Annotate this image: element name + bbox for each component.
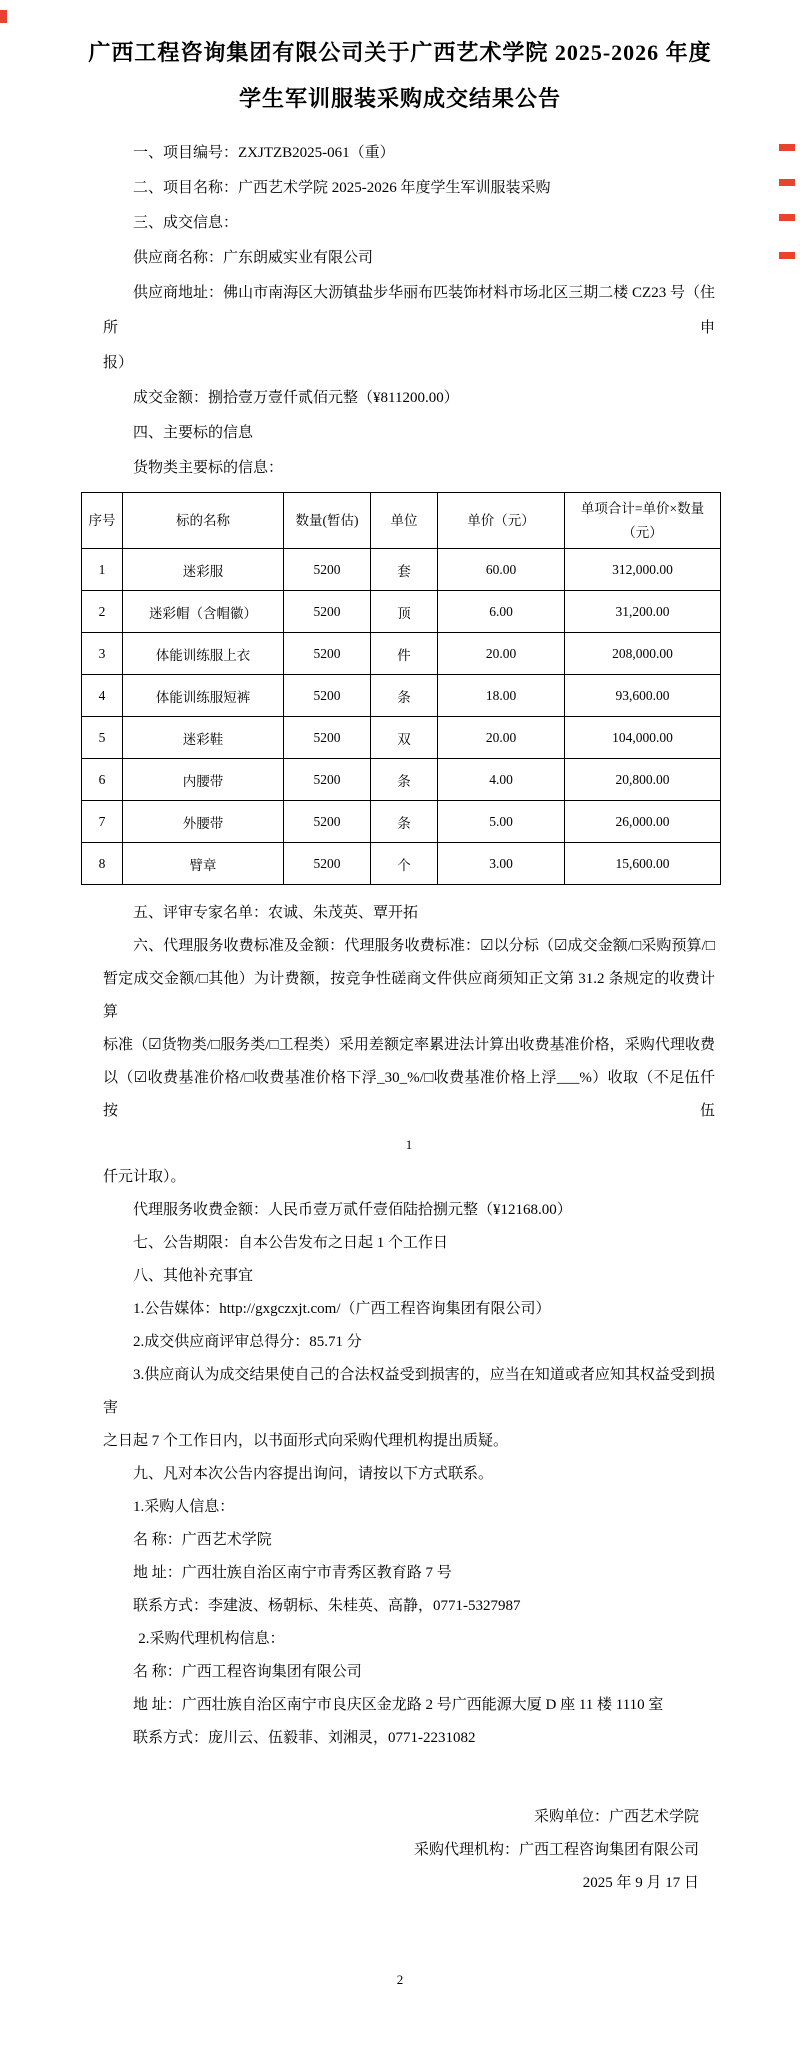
table-cell: 条 (371, 675, 438, 717)
table-row (82, 759, 721, 801)
line-media: 1.公告媒体：http://gxgczxjt.com/（广西工程咨询集团有限公司） (133, 1301, 551, 1317)
line-supplier-address: 供应商地址：佛山市南海区大沥镇盐步华丽布匹装饰材料市场北区三期二楼 CZ23 号（住所申 (103, 285, 715, 336)
table-cell: 20,800.00 (565, 759, 721, 801)
col-header-item-name: 标的名称 (123, 493, 284, 549)
table-cell: 件 (371, 633, 438, 675)
table-cell: 20.00 (438, 633, 565, 675)
line-supplier-name: 供应商名称：广东朗威实业有限公司 (133, 250, 374, 266)
document-body (88, 136, 715, 1900)
line-review-score: 2.成交供应商评审总得分：85.71 分 (133, 1334, 362, 1350)
col-header-unit-price: 单价（元） (438, 493, 565, 549)
revision-mark-icon (779, 179, 795, 186)
table-cell: 208,000.00 (565, 633, 721, 675)
line-goods-info-label: 货物类主要标的信息： (133, 460, 284, 476)
line-agency-fee-3: 标准（☑货物类/□服务类/□工程类）采用差额定率累进法计算出收费基准价格，采购代理收费 (103, 1037, 715, 1053)
table-cell: 3.00 (438, 843, 565, 885)
table-cell: 26,000.00 (565, 801, 721, 843)
col-header-index: 序号 (82, 493, 123, 549)
table-cell: 5200 (284, 591, 371, 633)
line-project-name: 二、项目名称：广西艺术学院 2025-2026 年度学生军训服装采购 (133, 180, 551, 196)
line-deal-amount: 成交金额：捌拾壹万壹仟贰佰元整（¥811200.00） (133, 390, 459, 406)
table-cell: 31,200.00 (565, 591, 721, 633)
table-cell: 条 (371, 801, 438, 843)
table-cell: 8 (82, 843, 123, 885)
table-row (82, 843, 721, 885)
goods-table (81, 492, 721, 885)
table-cell: 60.00 (438, 549, 565, 591)
table-cell: 顶 (371, 591, 438, 633)
section-deal-info (103, 136, 715, 486)
table-cell: 2 (82, 591, 123, 633)
table-cell: 6 (82, 759, 123, 801)
table-cell: 5200 (284, 801, 371, 843)
line-agency-address: 地 址：广西壮族自治区南宁市良庆区金龙路 2 号广西能源大厦 D 座 11 楼 1110 室 (133, 1697, 664, 1713)
table-cell: 内腰带 (123, 759, 284, 801)
table-cell: 臂章 (123, 843, 284, 885)
table-header-row (82, 493, 721, 549)
revision-mark-icon (779, 252, 795, 259)
table-cell: 5200 (284, 633, 371, 675)
table-row (82, 717, 721, 759)
table-cell: 迷彩鞋 (123, 717, 284, 759)
revision-mark-icon (0, 10, 7, 23)
line-agency-fee-amount: 代理服务收费金额：人民币壹万贰仟壹佰陆拾捌元整（¥12168.00） (133, 1202, 572, 1218)
signature-agency: 采购代理机构：广西工程咨询集团有限公司 (413, 1842, 699, 1858)
table-cell: 93,600.00 (565, 675, 721, 717)
goods-table-container (81, 492, 715, 885)
table-row (82, 801, 721, 843)
line-announcement-period: 七、公告期限：自本公告发布之日起 1 个工作日 (133, 1235, 449, 1251)
table-cell: 18.00 (438, 675, 565, 717)
signature-purchaser: 采购单位：广西艺术学院 (533, 1809, 699, 1825)
line-purchaser-address: 地 址：广西壮族自治区南宁市青秀区教育路 7 号 (133, 1565, 452, 1581)
line-experts: 五、评审专家名单：农诚、朱茂英、覃开拓 (133, 905, 419, 921)
table-cell: 5200 (284, 843, 371, 885)
line-objection-2: 之日起 7 个工作日内，以书面形式向采购代理机构提出质疑。 (103, 1433, 509, 1449)
line-agency-name: 名 称：广西工程咨询集团有限公司 (133, 1664, 362, 1680)
goods-table-body (82, 549, 721, 885)
line-purchaser-contact: 联系方式：李建波、杨朝标、朱桂英、高静，0771-5327987 (133, 1598, 521, 1614)
table-cell: 5200 (284, 675, 371, 717)
table-cell: 104,000.00 (565, 717, 721, 759)
table-cell: 15,600.00 (565, 843, 721, 885)
line-agency-fee-5: 仟元计取）。 (103, 1169, 186, 1185)
col-header-quantity: 数量(暂估) (284, 493, 371, 549)
line-agency-fee-1: 六、代理服务收费标准及金额：代理服务收费标准：☑以分标（☑成交金额/□采购预算/□ (133, 938, 715, 954)
table-cell: 1 (82, 549, 123, 591)
bottom-page-number: 2 (396, 1972, 404, 1987)
section-fees-and-contacts (103, 897, 715, 1755)
line-purchaser-name: 名 称：广西艺术学院 (133, 1532, 272, 1548)
line-agency-fee-2: 暂定成交金额/□其他）为计费额，按竞争性磋商文件供应商须知正文第 31.2 条规定的收费计算 (103, 971, 715, 1020)
document-title-line2: 学生军训服装采购成交结果公告 (238, 86, 561, 111)
line-other-matters: 八、其他补充事宜 (133, 1268, 254, 1284)
table-cell: 5200 (284, 759, 371, 801)
col-header-unit: 单位 (371, 493, 438, 549)
table-cell: 个 (371, 843, 438, 885)
line-supplier-address-cont: 报） (103, 355, 134, 371)
document-title-line1: 广西工程咨询集团有限公司关于广西艺术学院 2025-2026 年度 (88, 40, 712, 65)
line-agency-heading: 2.采购代理机构信息： (138, 1631, 285, 1647)
table-row (82, 591, 721, 633)
line-inquiry-heading: 九、凡对本次公告内容提出询问，请按以下方式联系。 (133, 1466, 494, 1482)
table-cell: 5200 (284, 549, 371, 591)
table-cell: 5200 (284, 717, 371, 759)
table-row (82, 633, 721, 675)
table-cell: 312,000.00 (565, 549, 721, 591)
table-cell: 20.00 (438, 717, 565, 759)
table-cell: 双 (371, 717, 438, 759)
table-cell: 5.00 (438, 801, 565, 843)
table-cell: 5 (82, 717, 123, 759)
table-row (82, 675, 721, 717)
table-cell: 4 (82, 675, 123, 717)
line-objection-1: 3.供应商认为成交结果使自己的合法权益受到损害的，应当在知道或者应知其权益受到损害 (103, 1367, 715, 1416)
inline-page-number: 1 (405, 1137, 413, 1152)
signature-date: 2025 年 9 月 17 日 (582, 1875, 699, 1891)
line-agency-fee-4: 以（☑收费基准价格/□收费基准价格下浮_30_%/□收费基准价格上浮___%）收取（不足伍仟按伍 (103, 1070, 715, 1119)
line-main-subject-heading: 四、主要标的信息 (133, 425, 254, 441)
table-cell: 4.00 (438, 759, 565, 801)
line-project-number: 一、项目编号：ZXJTZB2025-061（重） (133, 145, 395, 161)
table-cell: 迷彩帽（含帽徽） (123, 591, 284, 633)
table-cell: 3 (82, 633, 123, 675)
signature-block (103, 1801, 715, 1900)
revision-mark-icon (779, 144, 795, 151)
document-title (0, 0, 800, 122)
table-cell: 6.00 (438, 591, 565, 633)
table-cell: 外腰带 (123, 801, 284, 843)
line-purchaser-heading: 1.采购人信息： (133, 1499, 235, 1515)
table-cell: 套 (371, 549, 438, 591)
table-cell: 条 (371, 759, 438, 801)
line-agency-contact: 联系方式：庞川云、伍毅菲、刘湘灵，0771-2231082 (133, 1730, 476, 1746)
table-cell: 体能训练服短裤 (123, 675, 284, 717)
line-deal-info-heading: 三、成交信息： (133, 215, 239, 231)
table-row (82, 549, 721, 591)
table-cell: 7 (82, 801, 123, 843)
table-cell: 体能训练服上衣 (123, 633, 284, 675)
table-cell: 迷彩服 (123, 549, 284, 591)
col-header-subtotal: 单项合计=单价×数量（元） (565, 493, 721, 549)
revision-mark-icon (779, 214, 795, 221)
